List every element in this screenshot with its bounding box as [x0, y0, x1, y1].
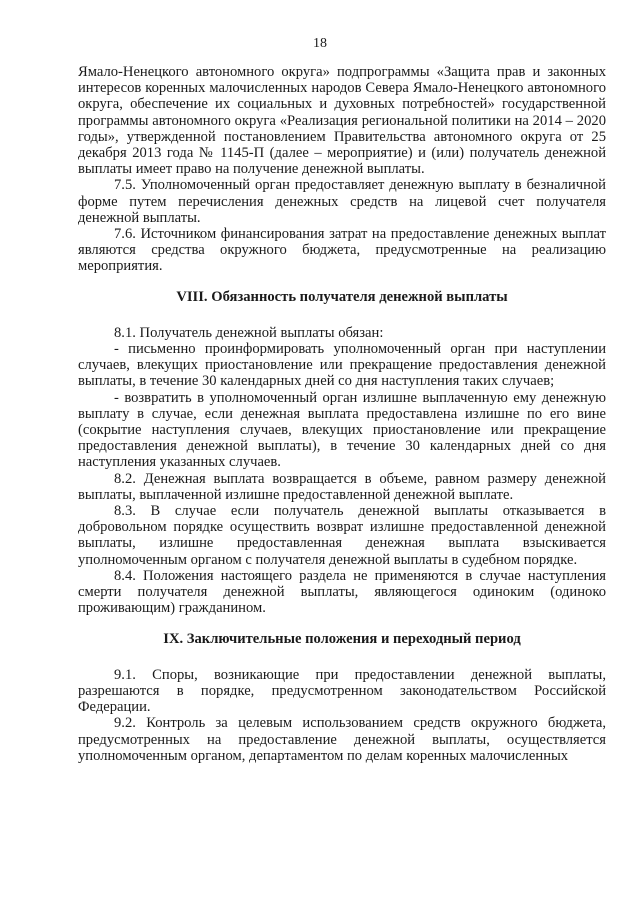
- paragraph-continuation: Ямало-Ненецкого автономного округа» подпрограммы «Защита прав и законных интересов коренных малочисленных народов Севера Ямало-Ненецкого автономного округа, обеспечение их социальных и духовных потребностей» государственной программы автономного округа «Реализация региональной политики на 2014 – 2020 годы», утвержденной постановлением Правительства автономного округа от 25 декабря 2013 года № 1145-П (далее – мероприятие) и (или) получатель денежной выплаты имеет право на получение денежной выплаты.: [78, 64, 606, 178]
- section-heading-ix: IX. Заключительные положения и переходный период: [163, 630, 521, 647]
- paragraph-8-1-item-1: - письменно проинформировать уполномоченный орган при наступлении случаев, влекущих приостановление или прекращение предоставления денежной выплаты, в течение 30 календарных дней со дня наступления таких случаев;: [78, 341, 606, 390]
- section-heading-viii: VIII. Обязанность получателя денежной выплаты: [176, 288, 508, 305]
- document-body: [78, 64, 606, 764]
- section-ix: [78, 667, 606, 764]
- paragraph-9-1: 9.1. Споры, возникающие при предоставлении денежной выплаты, разрешаются в порядке, предусмотренном законодательством Российской Федерации.: [78, 666, 606, 716]
- paragraph-8-2: 8.2. Денежная выплата возвращается в объеме, равном размеру денежной выплаты, выплаченной излишне предоставленной денежной выплате.: [78, 470, 606, 503]
- page-number: 18: [313, 36, 327, 51]
- paragraph-8-1-item-2: - возвратить в уполномоченный орган излишне выплаченную ему денежную выплату в случае, если денежная выплата предоставлена излишне по его вине (сокрытие наступления случаев, влекущих приостановление или прекращение предоставления денежной выплаты), в течение 30 календарных дней со дня наступления указанных случаев.: [78, 389, 606, 471]
- paragraph-7-6: 7.6. Источником финансирования затрат на предоставление денежных выплат являются средства окружного бюджета, предусмотренные на реализацию мероприятия.: [78, 226, 606, 275]
- paragraph-8-1: 8.1. Получатель денежной выплаты обязан:: [114, 324, 384, 341]
- section-vii-continuation: [78, 64, 606, 275]
- paragraph-7-5: 7.5. Уполномоченный орган предоставляет денежную выплату в безналичной форме путем перечисления денежных средств на лицевой счет получателя денежной выплаты.: [78, 177, 606, 226]
- paragraph-8-3: 8.3. В случае если получатель денежной выплаты отказывается в добровольном порядке осуществить возврат излишне предоставленной денежной выплаты, излишне предоставленная денежная выплата взыскивается уполномоченным органом с получателя денежной выплаты в судебном порядке.: [78, 503, 606, 568]
- paragraph-9-2: 9.2. Контроль за целевым использованием средств окружного бюджета, предусмотренных на предоставление денежной выплаты, осуществляется уполномоченным органом, департаментом по делам коренных малочисленных: [78, 715, 606, 764]
- paragraph-8-4: 8.4. Положения настоящего раздела не применяются в случае наступления смерти получателя денежной выплаты, являющегося одиноким (одиноко проживающим) гражданином.: [78, 567, 606, 617]
- section-viii: [78, 325, 606, 617]
